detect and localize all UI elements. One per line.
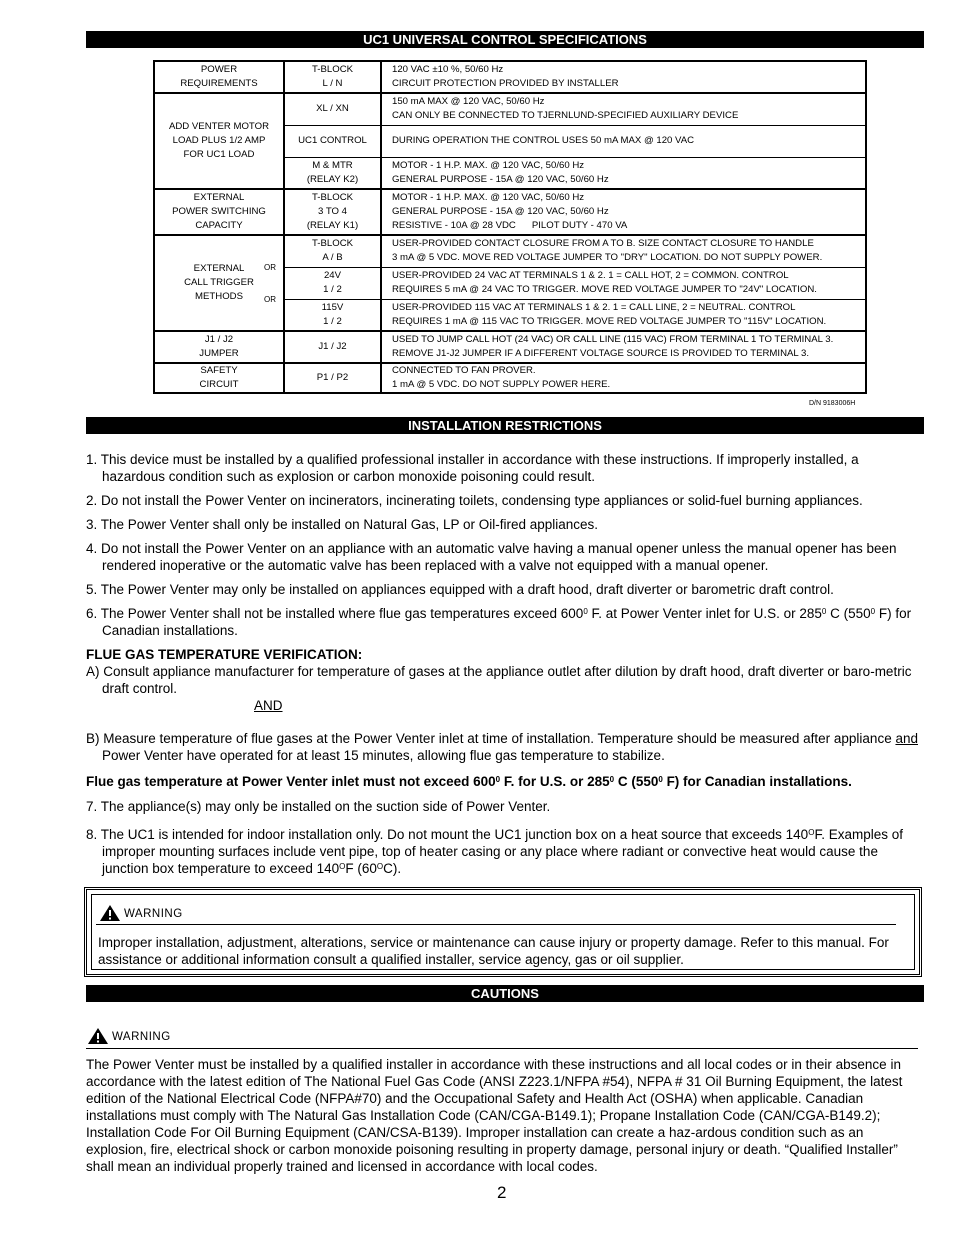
list-item: A) Consult appliance manufacturer for temperature of gases at the appliance outlet after dilution by draft hood, draft diverter or baro-metric draft control. xyxy=(86,664,912,696)
list-item: 2. Do not install the Power Venter on incinerators, incinerating toilets, condensing type appliances or solid-fuel burning appliances. xyxy=(86,493,863,508)
table-cell: MOTOR - 1 H.P. MAX. @ 120 VAC, 50/60 Hz GENERAL PURPOSE - 15A @ 120 VAC, 50/60 Hz RESISTIVE - 10A @ 28 VDC PILOT DUTY - 470 VA xyxy=(381,189,866,235)
table-cell: CONNECTED TO FAN PROVER. 1 mA @ 5 VDC. DO NOT SUPPLY POWER HERE. xyxy=(381,363,866,393)
table-cell: USED TO JUMP CALL HOT (24 VAC) OR CALL LINE (115 VAC) FROM TERMINAL 1 TO TERMINAL 3. REMOVE J1-J2 JUMPER IF A DIFFERENT VOLTAGE SOURCE IS PROVIDED TO TERMINAL 3. xyxy=(381,331,866,363)
table-cell: EXTERNAL CALL TRIGGER METHODS xyxy=(154,235,284,331)
warning-label: WARNING xyxy=(124,908,183,920)
list-item: 1. This device must be installed by a qualified professional installer in accordance with these instructions. If improperly installed, a hazardous condition such as explosion or carbon monoxide poisoning could result. xyxy=(86,452,859,484)
table-cell: J1 / J2 xyxy=(284,331,381,363)
spec-table xyxy=(153,60,867,394)
table-cell: USER-PROVIDED 24 VAC AT TERMINALS 1 & 2. 1 = CALL HOT, 2 = COMMON. CONTROL REQUIRES 5 mA @ 24 VAC TO TRIGGER. MOVE RED VOLTAGE JUMPER TO "24V" LOCATION. xyxy=(381,267,866,299)
table-cell: 24V 1 / 2 OR xyxy=(284,267,381,299)
table-cell: J1 / J2 JUMPER xyxy=(154,331,284,363)
warning-label: WARNING xyxy=(112,1031,171,1043)
table-cell: ADD VENTER MOTOR LOAD PLUS 1/2 AMP FOR UC1 LOAD xyxy=(154,93,284,189)
table-cell: 150 mA MAX @ 120 VAC, 50/60 Hz CAN ONLY BE CONNECTED TO TJERNLUND-SPECIFIED AUXILIARY DEVICE xyxy=(381,93,866,125)
table-cell: EXTERNAL POWER SWITCHING CAPACITY xyxy=(154,189,284,235)
table-cell: M & MTR (RELAY K2) xyxy=(284,157,381,189)
install-section-header: INSTALLATION RESTRICTIONS xyxy=(86,417,924,434)
and-label: AND xyxy=(254,698,283,713)
flue-gas-limit-note: Flue gas temperature at Power Venter inlet must not exceed $600^0$ F. for U.S. or $285^0$ C ($550^0$ F) for Canadian installations. xyxy=(86,774,852,789)
spec-section-header: UC1 UNIVERSAL CONTROL SPECIFICATIONS xyxy=(86,31,924,48)
or-label: OR xyxy=(264,262,276,272)
table-cell: USER-PROVIDED 115 VAC AT TERMINALS 1 & 2. 1 = CALL LINE, 2 = NEUTRAL. CONTROL REQUIRES 1 mA @ 115 VAC TO TRIGGER. MOVE RED VOLTAGE JUMPER TO "115V" LOCATION. xyxy=(381,299,866,331)
table-row xyxy=(154,363,866,393)
warning-box xyxy=(84,887,922,977)
table-cell: T-BLOCK L / N xyxy=(284,61,381,93)
table-row xyxy=(154,189,866,235)
table-cell: DURING OPERATION THE CONTROL USES 50 mA MAX @ 120 VAC xyxy=(381,125,866,157)
table-cell: POWER REQUIREMENTS xyxy=(154,61,284,93)
cautions-text: The Power Venter must be installed by a qualified installer in accordance with these instructions and all local codes or in their absence in accordance with the latest edition of The National Fuel Gas Code (ANSI Z223.1/NFPA #54), NFPA # 31 Oil Burning Equipment, the latest edition of the National Electrical Code (NFPA#70) and the Occupational Safety and Health Act (OSHA) when applicable. Canadian installations must comply with The Natural Gas Installation Code (CAN/CGA-B149.1); Propane Installation Code (CAN/CGA-B149.2); Installation Code For Oil Burning Equipment (CAN/CSA-B139). Improper installation can create a haz-ardous condition such as an explosion, fire, electrical shock or carbon monoxide poisoning resulting in property damage, personal injury or death. “Qualified Installer” shall mean an individual properly trained and licensed in accordance with local codes. xyxy=(86,1057,903,1174)
table-cell: 120 VAC ±10 %, 50/60 Hz CIRCUIT PROTECTION PROVIDED BY INSTALLER xyxy=(381,61,866,93)
list-item: 4. Do not install the Power Venter on an appliance with an automatic valve having a manual opener unless the manual opener has been rendered inoperative or the automatic valve has been replaced with a valve not equipped with a manual opener. xyxy=(86,541,897,573)
table-cell: SAFETY CIRCUIT xyxy=(154,363,284,393)
table-cell: UC1 CONTROL xyxy=(284,125,381,157)
table-cell: T-BLOCK 3 TO 4 (RELAY K1) xyxy=(284,189,381,235)
part-number: D/N 9183006H xyxy=(809,400,856,407)
list-item: 7. The appliance(s) may only be installed on the suction side of Power Venter. xyxy=(86,799,551,814)
flue-gas-heading: FLUE GAS TEMPERATURE VERIFICATION: xyxy=(86,647,363,662)
warning-triangle-icon xyxy=(99,904,121,922)
list-item: 8. The UC1 is intended for indoor installation only. Do not mount the UC1 junction box on a heat source that exceeds $140^OF$. Examples of improper mounting surfaces include vent pipe, top of heater casing or any place where radiant or convective heat would cause the junction box temperature to exceed $140^OF$ $(60^OC)$. xyxy=(86,827,903,876)
warning-box-inner xyxy=(91,894,915,970)
list-item: B) Measure temperature of flue gases at the Power Venter inlet at time of installation. Temperature should be measured after appliance and Power Venter have operated for at least 15 minutes, allowing flue gas temperature to stabilize. xyxy=(86,731,918,763)
table-cell: XL / XN xyxy=(284,93,381,125)
table-row xyxy=(154,61,866,93)
table-row xyxy=(154,331,866,363)
list-item: 6. The Power Venter shall not be installed where flue gas temperatures exceed $600^0$ F. at Power Venter inlet for U.S. or $285^0$ C ($550^0$ F) for Canadian installations. xyxy=(86,606,912,638)
table-cell: 115V 1 / 2 xyxy=(284,299,381,331)
or-label: OR xyxy=(264,294,276,304)
table-row xyxy=(154,93,866,125)
list-item: 5. The Power Venter may only be installed on appliances equipped with a draft hood, draft diverter or barometric draft control. xyxy=(86,582,834,597)
warning-triangle-icon xyxy=(87,1027,109,1045)
table-cell: P1 / P2 xyxy=(284,363,381,393)
list-item: 3. The Power Venter shall only be installed on Natural Gas, LP or Oil-fired appliances. xyxy=(86,517,599,532)
cautions-section-header: CAUTIONS xyxy=(86,985,924,1002)
divider xyxy=(86,1048,918,1049)
table-cell: USER-PROVIDED CONTACT CLOSURE FROM A TO B. SIZE CONTACT CLOSURE TO HANDLE 3 mA @ 5 VDC. MOVE RED VOLTAGE JUMPER TO "DRY" LOCATION. DO NOT SUPPLY POWER. xyxy=(381,235,866,267)
divider xyxy=(96,924,896,925)
warning-text: Improper installation, adjustment, alterations, service or maintenance can cause injury or property damage. Refer to this manual. For assistance or additional information consult a qualified installer, service agency, gas or oil supplier. xyxy=(98,935,889,967)
page-number: 2 xyxy=(497,1183,507,1202)
table-cell: MOTOR - 1 H.P. MAX. @ 120 VAC, 50/60 Hz GENERAL PURPOSE - 15A @ 120 VAC, 50/60 Hz xyxy=(381,157,866,189)
table-row xyxy=(154,235,866,267)
table-cell: T-BLOCK A / B OR xyxy=(284,235,381,267)
